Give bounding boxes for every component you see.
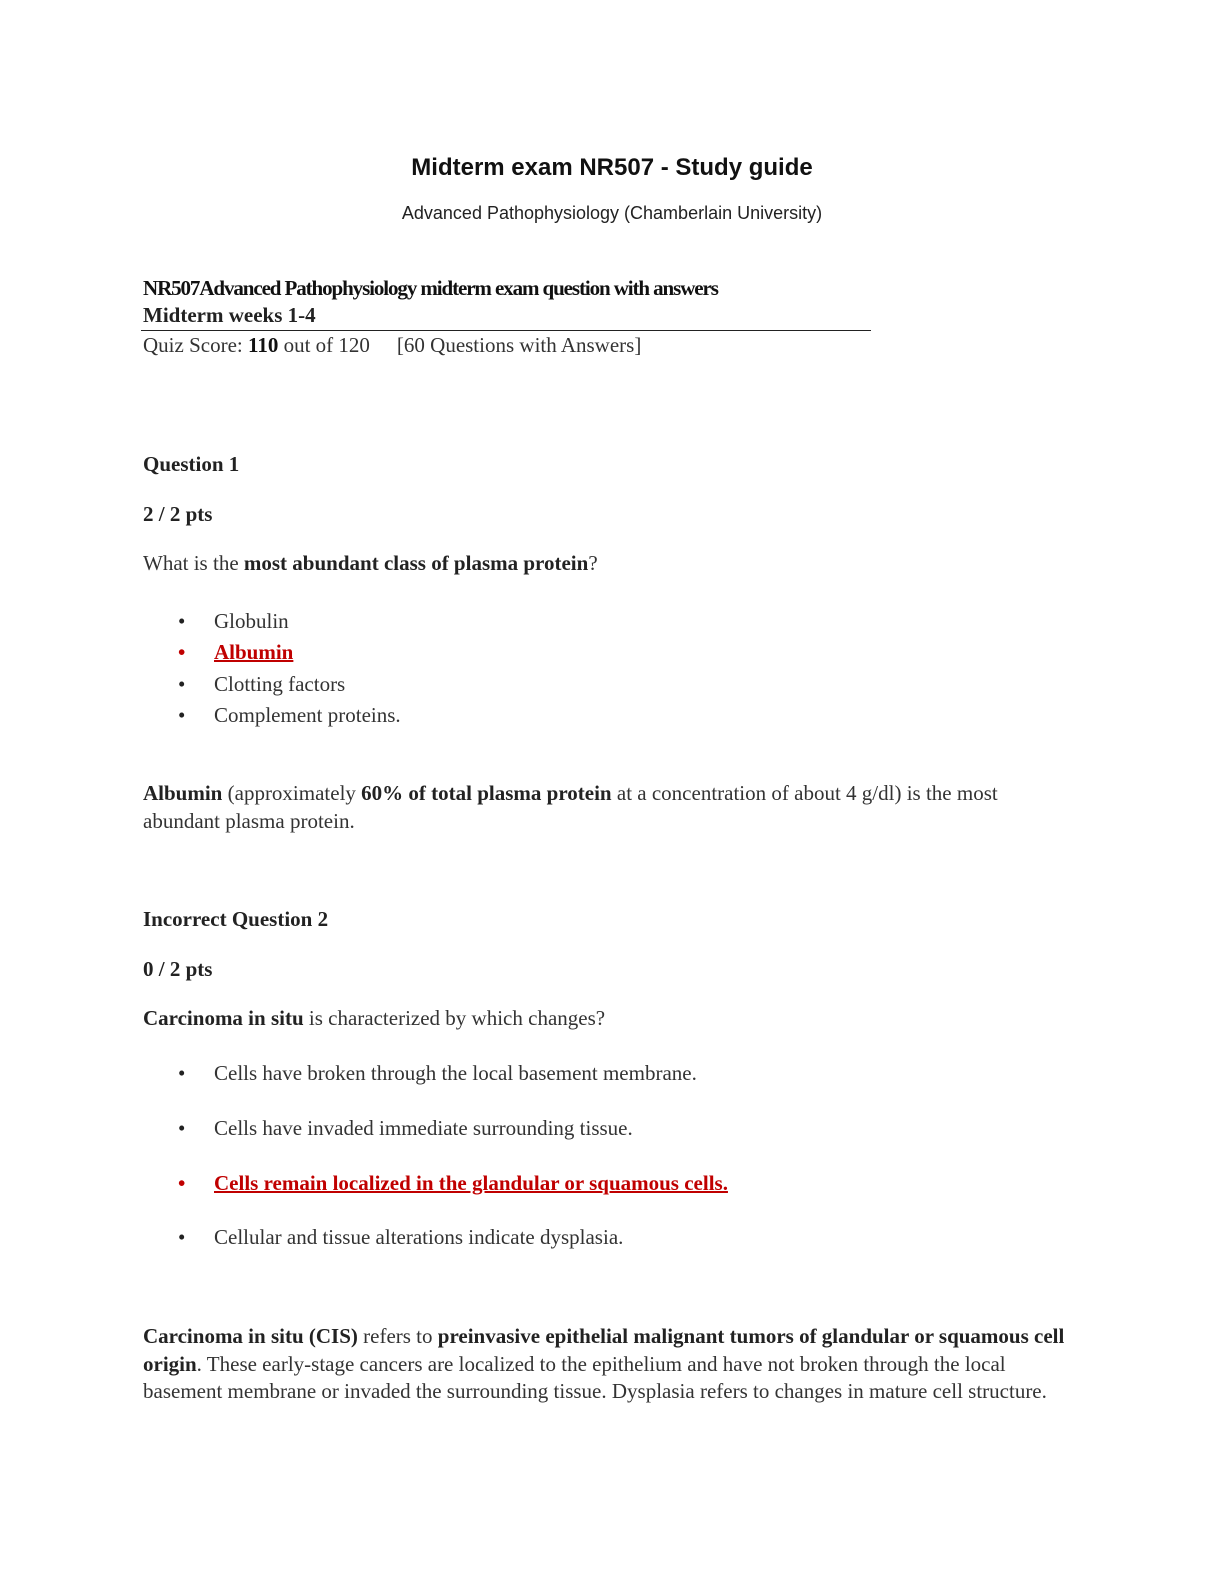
exam-subheading: Midterm weeks 1-4 bbox=[143, 303, 316, 327]
explanation-text: at a concentration of about 4 g/dl) is the most abundant plasma protein. bbox=[143, 781, 998, 833]
question-2-title: Incorrect Question 2 bbox=[143, 907, 329, 931]
answer-option-correct bbox=[0, 637, 1000, 668]
answer-option bbox=[0, 1224, 1000, 1251]
prompt-text: ? bbox=[588, 551, 598, 575]
question-2-explanation bbox=[143, 1323, 1073, 1406]
answer-option bbox=[0, 1060, 1000, 1087]
prompt-emphasis: most abundant class of plasma protein bbox=[243, 551, 589, 575]
question-2-options bbox=[0, 1060, 1000, 1251]
quiz-score-line bbox=[143, 333, 641, 358]
bullet-icon: • bbox=[178, 1171, 186, 1195]
answer-option bbox=[0, 1115, 1000, 1142]
document-title: Midterm exam NR507 - Study guide bbox=[411, 154, 813, 181]
prompt-emphasis: Carcinoma in situ bbox=[143, 1006, 304, 1030]
bullet-icon: • bbox=[178, 702, 186, 727]
prompt-text: is characterized by which changes? bbox=[303, 1006, 606, 1030]
answer-option-label: Cells have invaded immediate surrounding tissue. bbox=[214, 1116, 633, 1140]
answer-option-label: Albumin bbox=[214, 640, 294, 665]
explanation-text: (approximately bbox=[222, 781, 362, 805]
explanation-emphasis: Albumin bbox=[143, 781, 223, 805]
explanation-emphasis: Carcinoma in situ (CIS) bbox=[143, 1324, 358, 1348]
bullet-icon: • bbox=[178, 1061, 186, 1085]
explanation-text: refers to bbox=[357, 1324, 438, 1348]
bullet-icon: • bbox=[178, 671, 186, 696]
question-count: [60 Questions with Answers] bbox=[396, 333, 642, 357]
document-subtitle: Advanced Pathophysiology (Chamberlain University) bbox=[401, 203, 823, 223]
answer-option-label: Globulin bbox=[214, 609, 289, 633]
question-1-title: Question 1 bbox=[143, 452, 240, 476]
answer-option bbox=[0, 606, 1000, 637]
question-2-prompt bbox=[143, 1006, 605, 1031]
answer-option-correct bbox=[0, 1170, 1000, 1197]
question-2-points: 0 / 2 pts bbox=[143, 957, 213, 981]
question-1-prompt bbox=[143, 551, 598, 576]
explanation-text: . These early-stage cancers are localized to the epithelium and have not broken through the local basement membrane or invaded the surrounding tissue. Dysplasia refers to changes in mature cell structure. bbox=[143, 1351, 1047, 1403]
question-1-options bbox=[0, 606, 1000, 731]
question-1-explanation bbox=[143, 780, 1073, 835]
answer-option bbox=[0, 700, 1000, 731]
score-value: 110 bbox=[247, 333, 279, 357]
exam-heading: NR507Advanced Pathophysiology midterm exam question with answers bbox=[143, 276, 718, 300]
answer-option-label: Cells have broken through the local basement membrane. bbox=[214, 1061, 697, 1085]
bullet-icon: • bbox=[178, 640, 186, 665]
score-total: out of 120 bbox=[278, 333, 370, 357]
answer-option-label: Clotting factors bbox=[214, 671, 346, 696]
score-label: Quiz Score: bbox=[143, 333, 248, 357]
answer-option-label: Cellular and tissue alterations indicate dysplasia. bbox=[214, 1225, 624, 1249]
bullet-icon: • bbox=[178, 609, 186, 633]
question-1-points: 2 / 2 pts bbox=[143, 502, 213, 526]
answer-option-label: Cells remain localized in the glandular or squamous cells. bbox=[214, 1171, 728, 1195]
answer-option bbox=[0, 669, 1000, 700]
bullet-icon: • bbox=[178, 1116, 186, 1140]
heading-divider bbox=[141, 330, 871, 331]
explanation-emphasis: 60% of total plasma protein bbox=[361, 781, 612, 805]
explanation-emphasis: preinvasive epithelial malignant tumors of glandular or squamous cell origin bbox=[143, 1324, 1065, 1376]
answer-option-label: Complement proteins. bbox=[214, 702, 401, 727]
bullet-icon: • bbox=[178, 1225, 186, 1249]
prompt-text: What is the bbox=[143, 551, 244, 575]
